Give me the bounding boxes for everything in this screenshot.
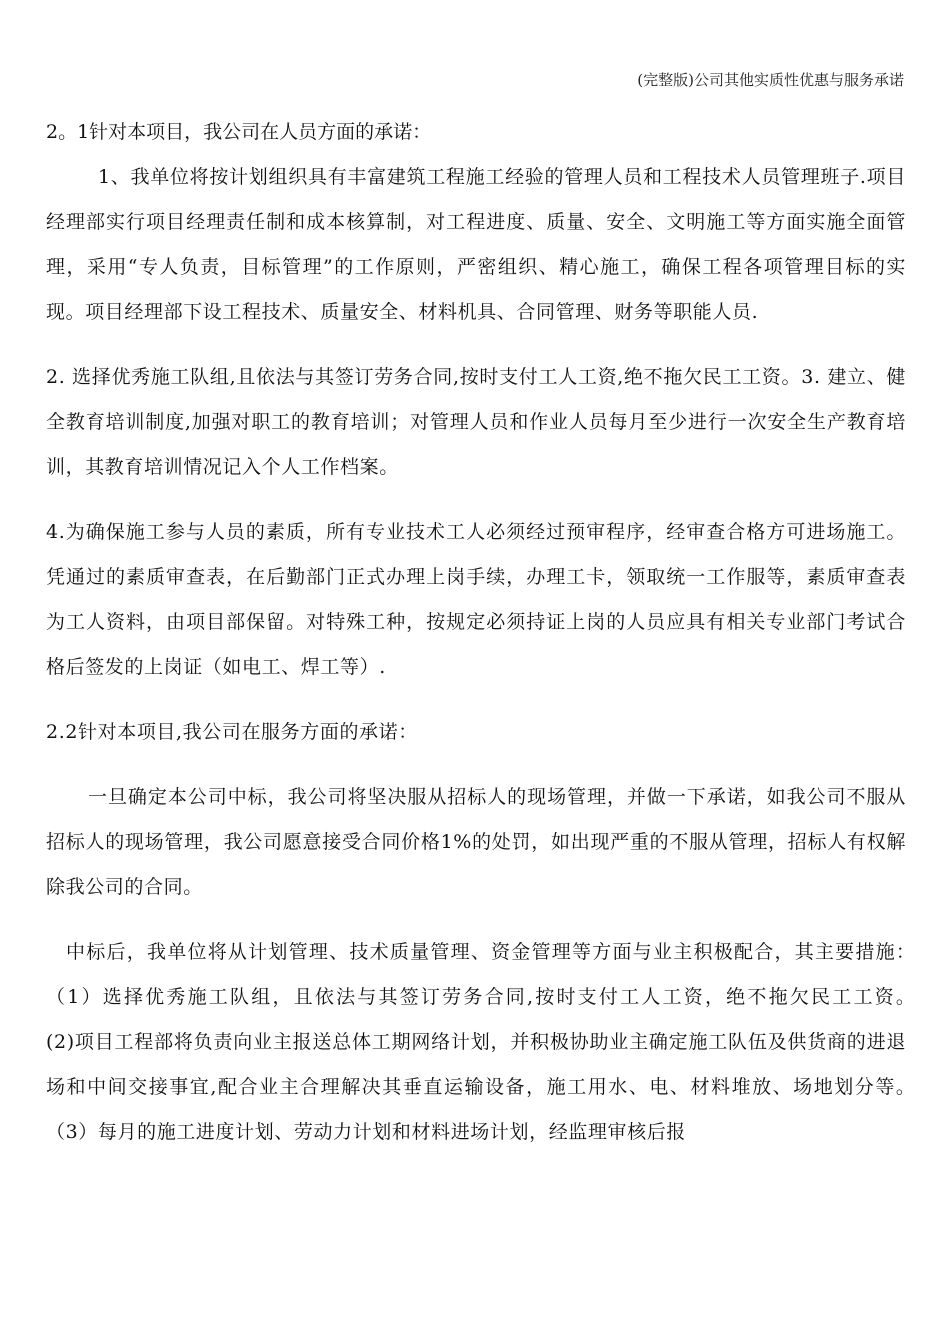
section-heading-2-2: 2.2针对本项目,我公司在服务方面的承诺： (46, 721, 418, 743)
paragraph-personnel-2-3: 2. 选择优秀施工队组,且依法与其签订劳务合同,按时支付工人工资,绝不拖欠民工工资。3. 建立、健全教育培训制度,加强对职工的教育培训；对管理人员和作业人员每月至少进行一次安全生产教育培训，其教育培训情况记入个人工作档案。 (46, 366, 906, 478)
section-heading-2-1: 2。1针对本项目，我公司在人员方面的承诺： (46, 121, 432, 143)
paragraph-service-1: 一旦确定本公司中标，我公司将坚决服从招标人的现场管理，并做一下承诺，如我公司不服从招标人的现场管理，我公司愿意接受合同价格1%的处罚，如出现严重的不服从管理，招标人有权解除我公司的合同。 (46, 786, 906, 898)
paragraph-service-2: 中标后，我单位将从计划管理、技术质量管理、资金管理等方面与业主积极配合，其主要措施： （1）选择优秀施工队组，且依法与其签订劳务合同,按时支付工人工资，绝不拖欠民工工资。 (2)项目工程部将负责向业主报送总体工期网络计划，并积极协助业主确定施工队伍及供货商的进退场和中间交接事宜,配合业主合理解决其垂直运输设备，施工用水、电、材料堆放、场地划分等。 （3）每月的施工进度计划、劳动力计划和材料进场计划，经监理审核后报 (46, 941, 946, 1143)
document-body (46, 110, 946, 1155)
paragraph-personnel-4: 4.为确保施工参与人员的素质，所有专业技术工人必须经过预审程序，经审查合格方可进场施工。凭通过的素质审查表，在后勤部门正式办理上岗手续，办理工卡，领取统一工作服等，素质审查表为工人资料，由项目部保留。对特殊工种，按规定必须持证上岗的人员应具有相关专业部门考试合格后签发的上岗证（如电工、焊工等）. (46, 521, 906, 678)
paragraph-personnel-1: 1、我单位将按计划组织具有丰富建筑工程施工经验的管理人员和工程技术人员管理班子.项目经理部实行项目经理责任制和成本核算制，对工程进度、质量、安全、文明施工等方面实施全面管理，采用“专人负责，目标管理”的工作原则，严密组织、精心施工，确保工程各项管理目标的实现。项目经理部下设工程技术、质量安全、材料机具、合同管理、财务等职能人员. (46, 166, 906, 323)
running-header: (完整版)公司其他实质性优惠与服务承诺 (637, 71, 904, 89)
